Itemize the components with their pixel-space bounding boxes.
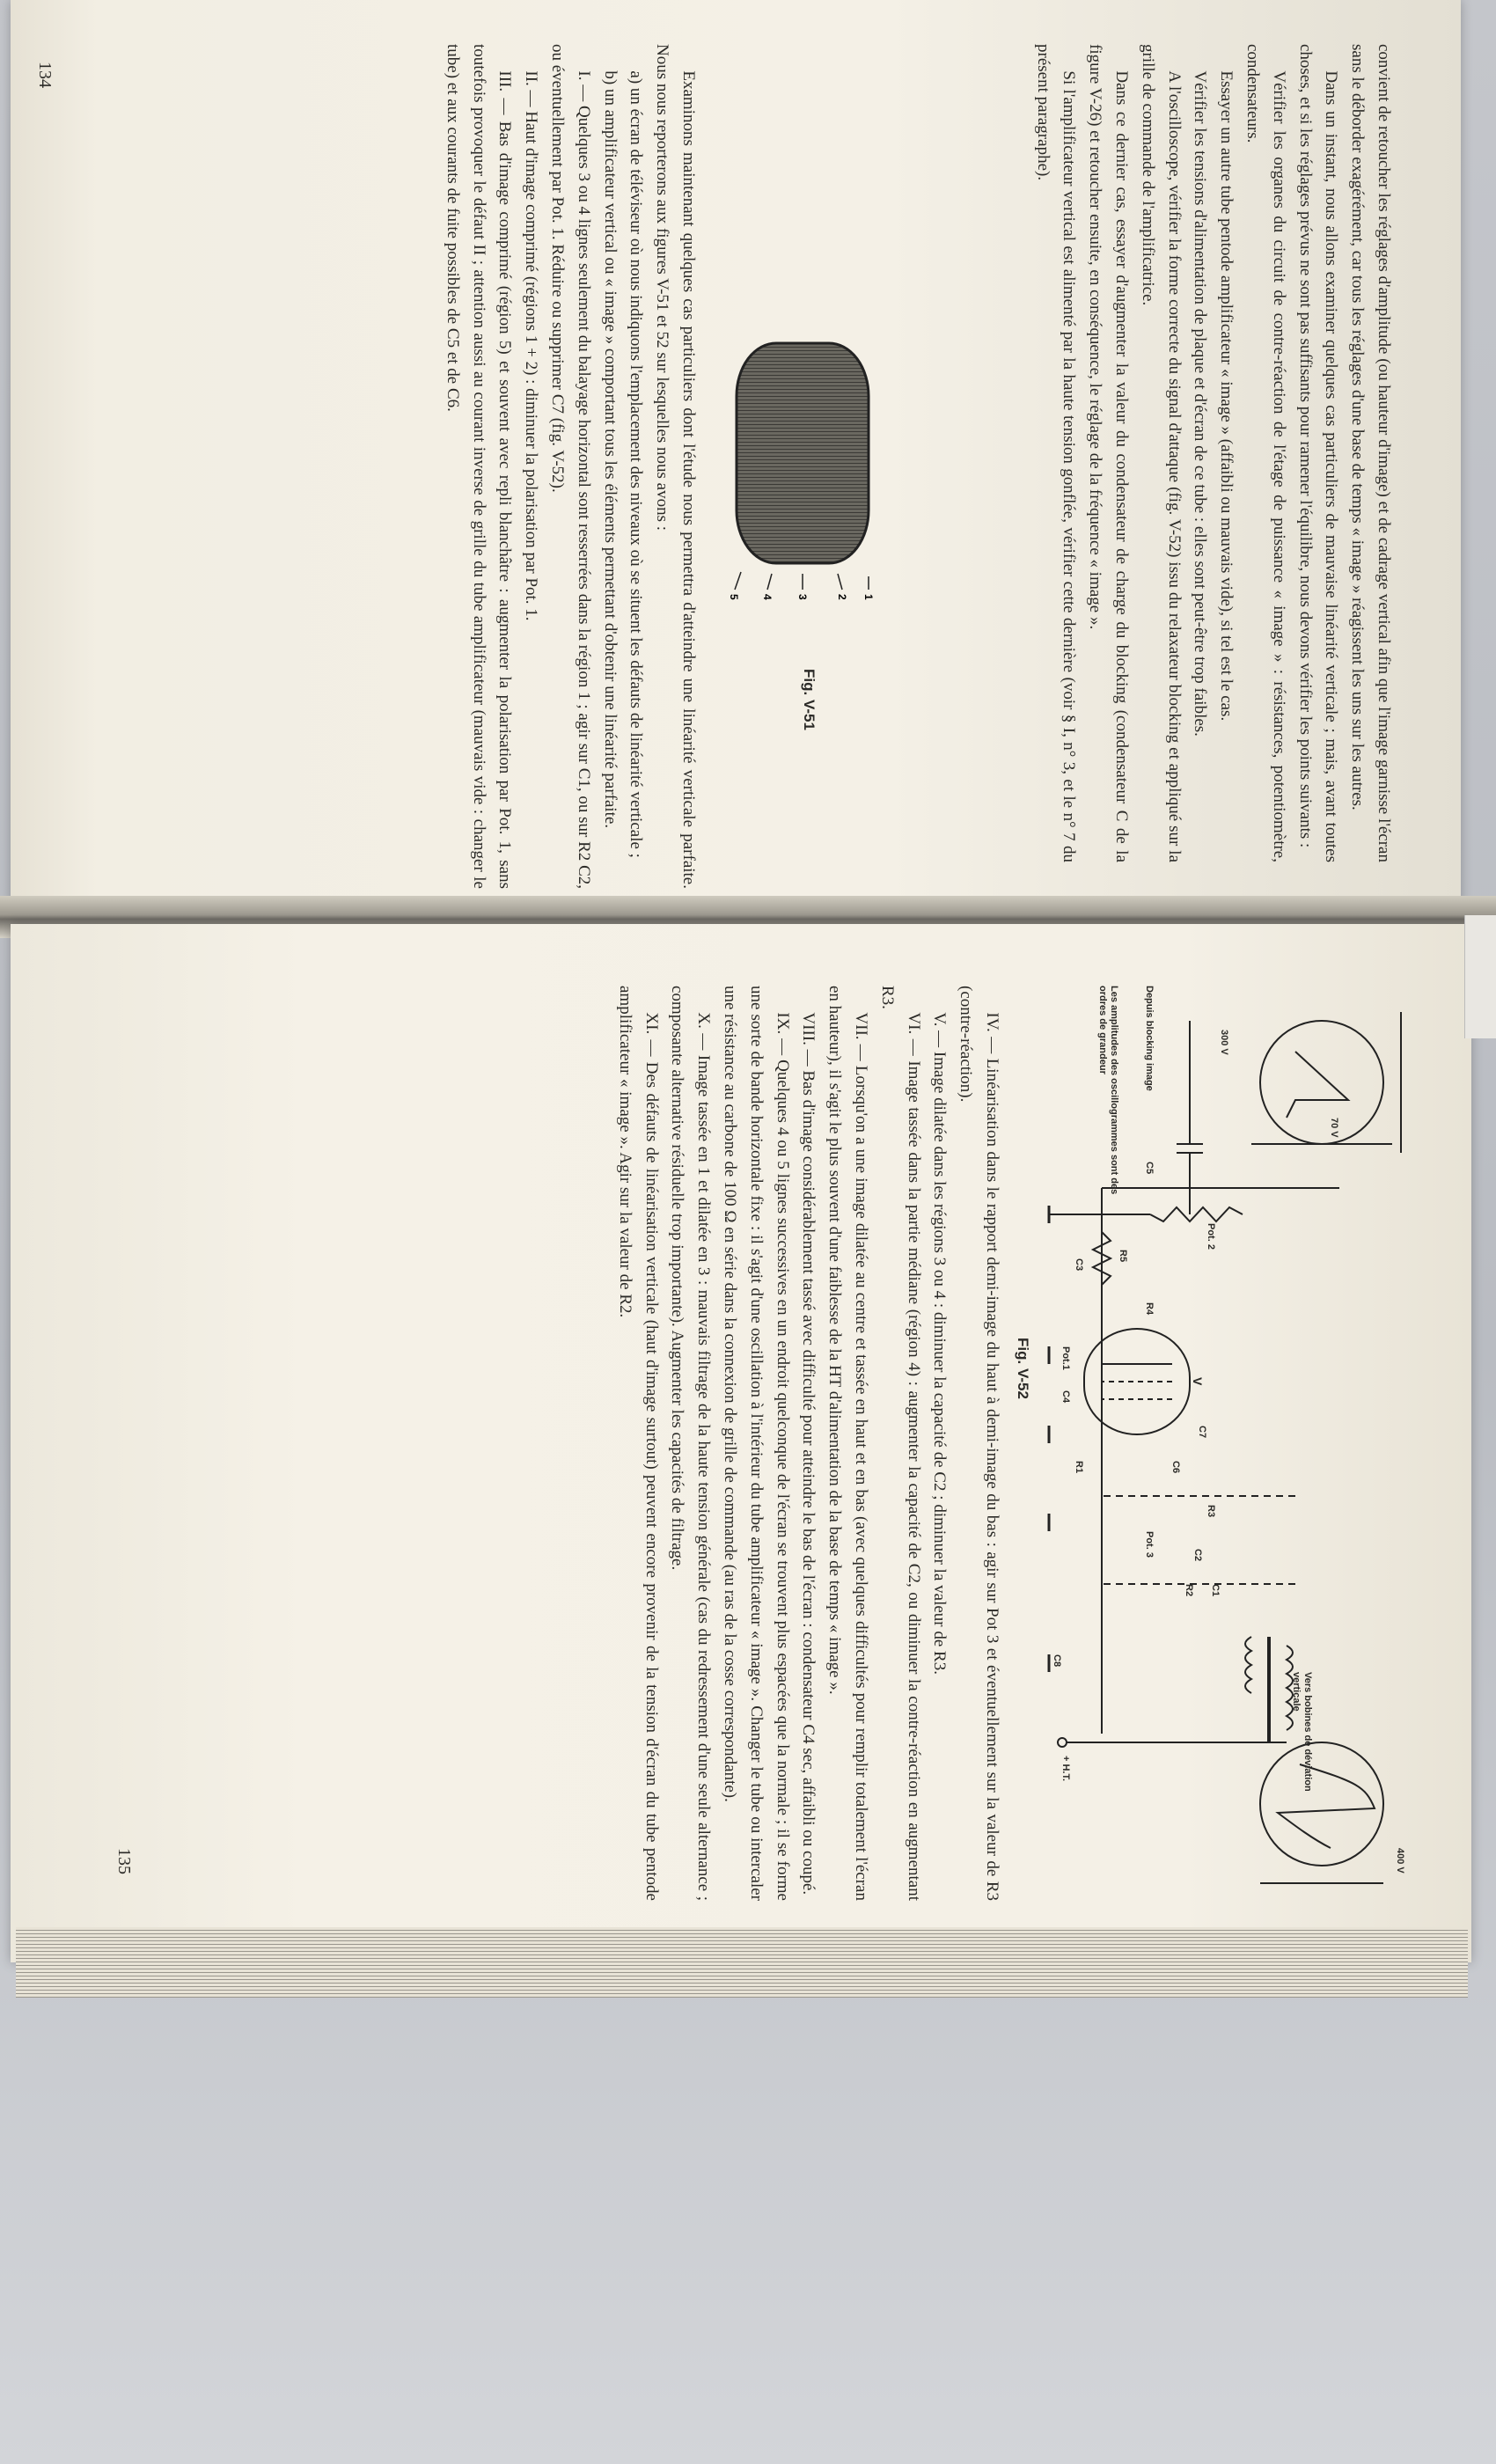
oscillogram-input [1260, 1021, 1383, 1144]
paragraph: IV. — Linéarisation dans le rapport demi-image du haut à demi-image du bas : agir sur Pot 3 et éventuellement sur la valeur de R3 (contre-réaction). [957, 986, 1001, 1901]
text-column-2 [439, 44, 701, 889]
text-column-1 [1030, 44, 1397, 862]
figure-v52-input-label: Depuis blocking image [1144, 986, 1155, 1091]
component-label: C6 [1170, 1461, 1181, 1474]
paragraph: Essayer un autre tube pentode amplificateur « image » (affaibli ou mauvais vide), si tel est le cas. [1217, 70, 1236, 722]
component-label: Pot. 3 [1144, 1531, 1155, 1558]
page-number: 135 [114, 1848, 134, 1874]
paragraph: Dans ce dernier cas, essayer d'augmenter la valeur du condensateur de charge du blocking (condensateur C de la figure V-26) et retoucher ensuite, en conséquence, le réglage de la fréquence « image ». [1086, 44, 1132, 862]
figure-v52-output-label: Vers bobines de déviation verticale [1291, 1672, 1313, 1792]
paragraph: A l'oscilloscope, vérifier la forme correcte du signal d'attaque (fig. V-52) issu du relaxateur blocking et appliqué sur la grille de commande de l'amplificatrice. [1138, 44, 1184, 862]
component-label: C5 [1144, 1162, 1155, 1175]
figure-v52-caption: Fig. V-52 [1015, 1338, 1031, 1399]
paragraph: V. — Image dilatée dans les régions 3 ou 4 : diminuer la capacité de C2 ; diminuer la valeur de R3. [930, 1012, 950, 1675]
paragraph: VI. — Image tassée dans la partie médiane (région 4) : augmenter la capacité de C2, ou diminuer la contre-réaction en augmentant R3. [877, 986, 923, 1901]
page-135 [11, 924, 1471, 1962]
figure-v51-screen [719, 326, 886, 642]
paragraph: III. — Bas d'image comprimé (région 5) et souvent avec repli blanchâtre : augmenter la polarisation par Pot. 1, sans toutefois provoquer le défaut II ; attention aussi au courant inverse de grille du tube amplificateur (mauvais vide : changer le tube) et aux courants de fuite possibles de C5 et de C6. [443, 44, 515, 889]
paragraph: Examinons maintenant quelques cas particuliers dont l'étude nous permettra d'atteindre une linéarité verticale parfaite. Nous nous reporterons aux figures V-51 et 52 sur lesquelles nous avons : [653, 44, 698, 889]
voltage-label: 300 V [1219, 1030, 1229, 1055]
paragraph: X. — Image tassée en 1 et dilatée en 3 : mauvais filtrage de la haute tension générale (cas du redressement d'une seule alternance ; composante alternative résiduelle trop importante). Augmenter les capacités de filtrage. [668, 986, 714, 1901]
voltage-label: 70 V [1329, 1118, 1339, 1138]
voltage-label: 400 V [1395, 1848, 1405, 1874]
component-label: C3 [1074, 1258, 1084, 1272]
component-label: R1 [1074, 1461, 1084, 1474]
page-134 [11, 0, 1461, 906]
figure-v51-caption: Fig. V-51 [801, 669, 818, 730]
paragraph: Vérifier les tensions d'alimentation de plaque et d'écran de ce tube : elles sont peut-être trop faibles. [1191, 70, 1210, 737]
hv-label: + H.T. [1060, 1756, 1071, 1782]
paragraph: a) un écran de téléviseur où nous indiquons l'emplacement des niveaux où se situent les défauts de linéarité verticale ; [627, 70, 646, 858]
component-label: C4 [1060, 1390, 1071, 1404]
region-label: 3 [796, 594, 809, 600]
paragraph: VII. — Lorsqu'on a une image dilatée au centre et tassée en haut et en bas (avec quelques difficultés pour remplir totalement l'écran en hauteur), il s'agit le plus souvent d'une faiblesse de la HT d'alimentation de la base de temps « image ». [825, 986, 871, 1901]
region-label: 4 [761, 594, 774, 600]
region-label: 5 [728, 594, 740, 600]
paragraph: VIII. — Bas d'image considérablement tassé avec difficulté pour atteindre le bas de l'écran : condensateur C4 sec, affaibli ou coupé. [799, 1012, 818, 1896]
oscillogram-output [1260, 1742, 1383, 1866]
component-label: Pot.1 [1060, 1346, 1071, 1370]
paragraph: Dans un instant, nous allons examiner quelques cas particuliers de mauvaise linéarité verticale ; mais, avant toutes choses, et si les réglages prévus ne sont pas suffisants pour ramener l'équilibre, nous devons vérifier les points suivants : [1295, 44, 1341, 862]
page-134-content [15, 9, 1405, 898]
component-label: Pot. 2 [1206, 1223, 1216, 1250]
paragraph: IX. — Quelques 4 ou 5 lignes successives en un endroit quelconque de l'écran se trouvent plus espacées que la normale ; il se forme une sorte de bande horizontale fixe : il s'agit d'une oscillation à l'intérieur du tube amplificateur « image ». Changer le tube ou intercaler une résistance au carbone de 100 Ω en série dans la connexion de grille de commande (au ras de la cosse correspondante). [721, 986, 792, 1901]
component-label: C8 [1052, 1654, 1062, 1668]
paper-tab [1464, 915, 1496, 1038]
paragraph: I. — Quelques 3 ou 4 lignes seulement du balayage horizontal sont resserrées dans la région 1 ; agir sur C1, ou sur R2 C2, ou éventuellement par Pot. 1. Réduire ou supprimer C7 (fig. V-52). [548, 44, 593, 889]
component-label: R2 [1184, 1584, 1194, 1597]
paragraph: b) un amplificateur vertical ou « image » comportant tous les éléments permettant d'obtenir une linéarité parfaite. [600, 70, 620, 829]
component-label: R5 [1118, 1250, 1128, 1263]
component-label: R4 [1144, 1302, 1155, 1316]
paragraph: Vérifier les organes du circuit de contre-réaction de l'étage de puissance « image » : résistances, potentiomètre, condensateurs. [1243, 44, 1288, 862]
text-column [612, 986, 1005, 1901]
paragraph: convient de retoucher les réglages d'amplitude (ou hauteur d'image) et de cadrage vertical afin que l'image garnisse l'écran sans le déborder exagérément, car tous les réglages d'une base de temps « image » réagissent les uns sur les autres. [1348, 44, 1393, 862]
paragraph: II. — Haut d'image comprimé (régions 1 + 2) : diminuer la polarisation par Pot. 1. [522, 70, 541, 621]
component-label: R3 [1206, 1505, 1216, 1518]
page-edges [16, 1927, 1468, 1998]
figure-v52-note: Les amplitudes des oscillogrammes sont des ordres de grandeur [1097, 986, 1119, 1195]
tube-v [1084, 1329, 1190, 1434]
page-135-content [46, 968, 1419, 1918]
page-number: 134 [35, 62, 55, 88]
paragraph: Si l'amplificateur vertical est alimenté par la haute tension gonflée, vérifier cette dernière (voir § I, n° 3, et le n° 7 du présent paragraphe). [1033, 44, 1079, 862]
tv-screen-shape [737, 343, 869, 563]
component-label: C1 [1210, 1584, 1221, 1597]
paragraph: XI. — Des défauts de linéarisation verticale (haut d'image surtout) peuvent encore provenir de la tension d'écran du tube pentode amplificateur « image ». Agir sur la valeur de R2. [615, 986, 661, 1901]
region-label: 1 [862, 594, 875, 600]
tube-label: V [1191, 1377, 1205, 1386]
component-label: C2 [1192, 1549, 1203, 1562]
component-label: C7 [1197, 1426, 1207, 1439]
region-label: 2 [836, 594, 848, 600]
